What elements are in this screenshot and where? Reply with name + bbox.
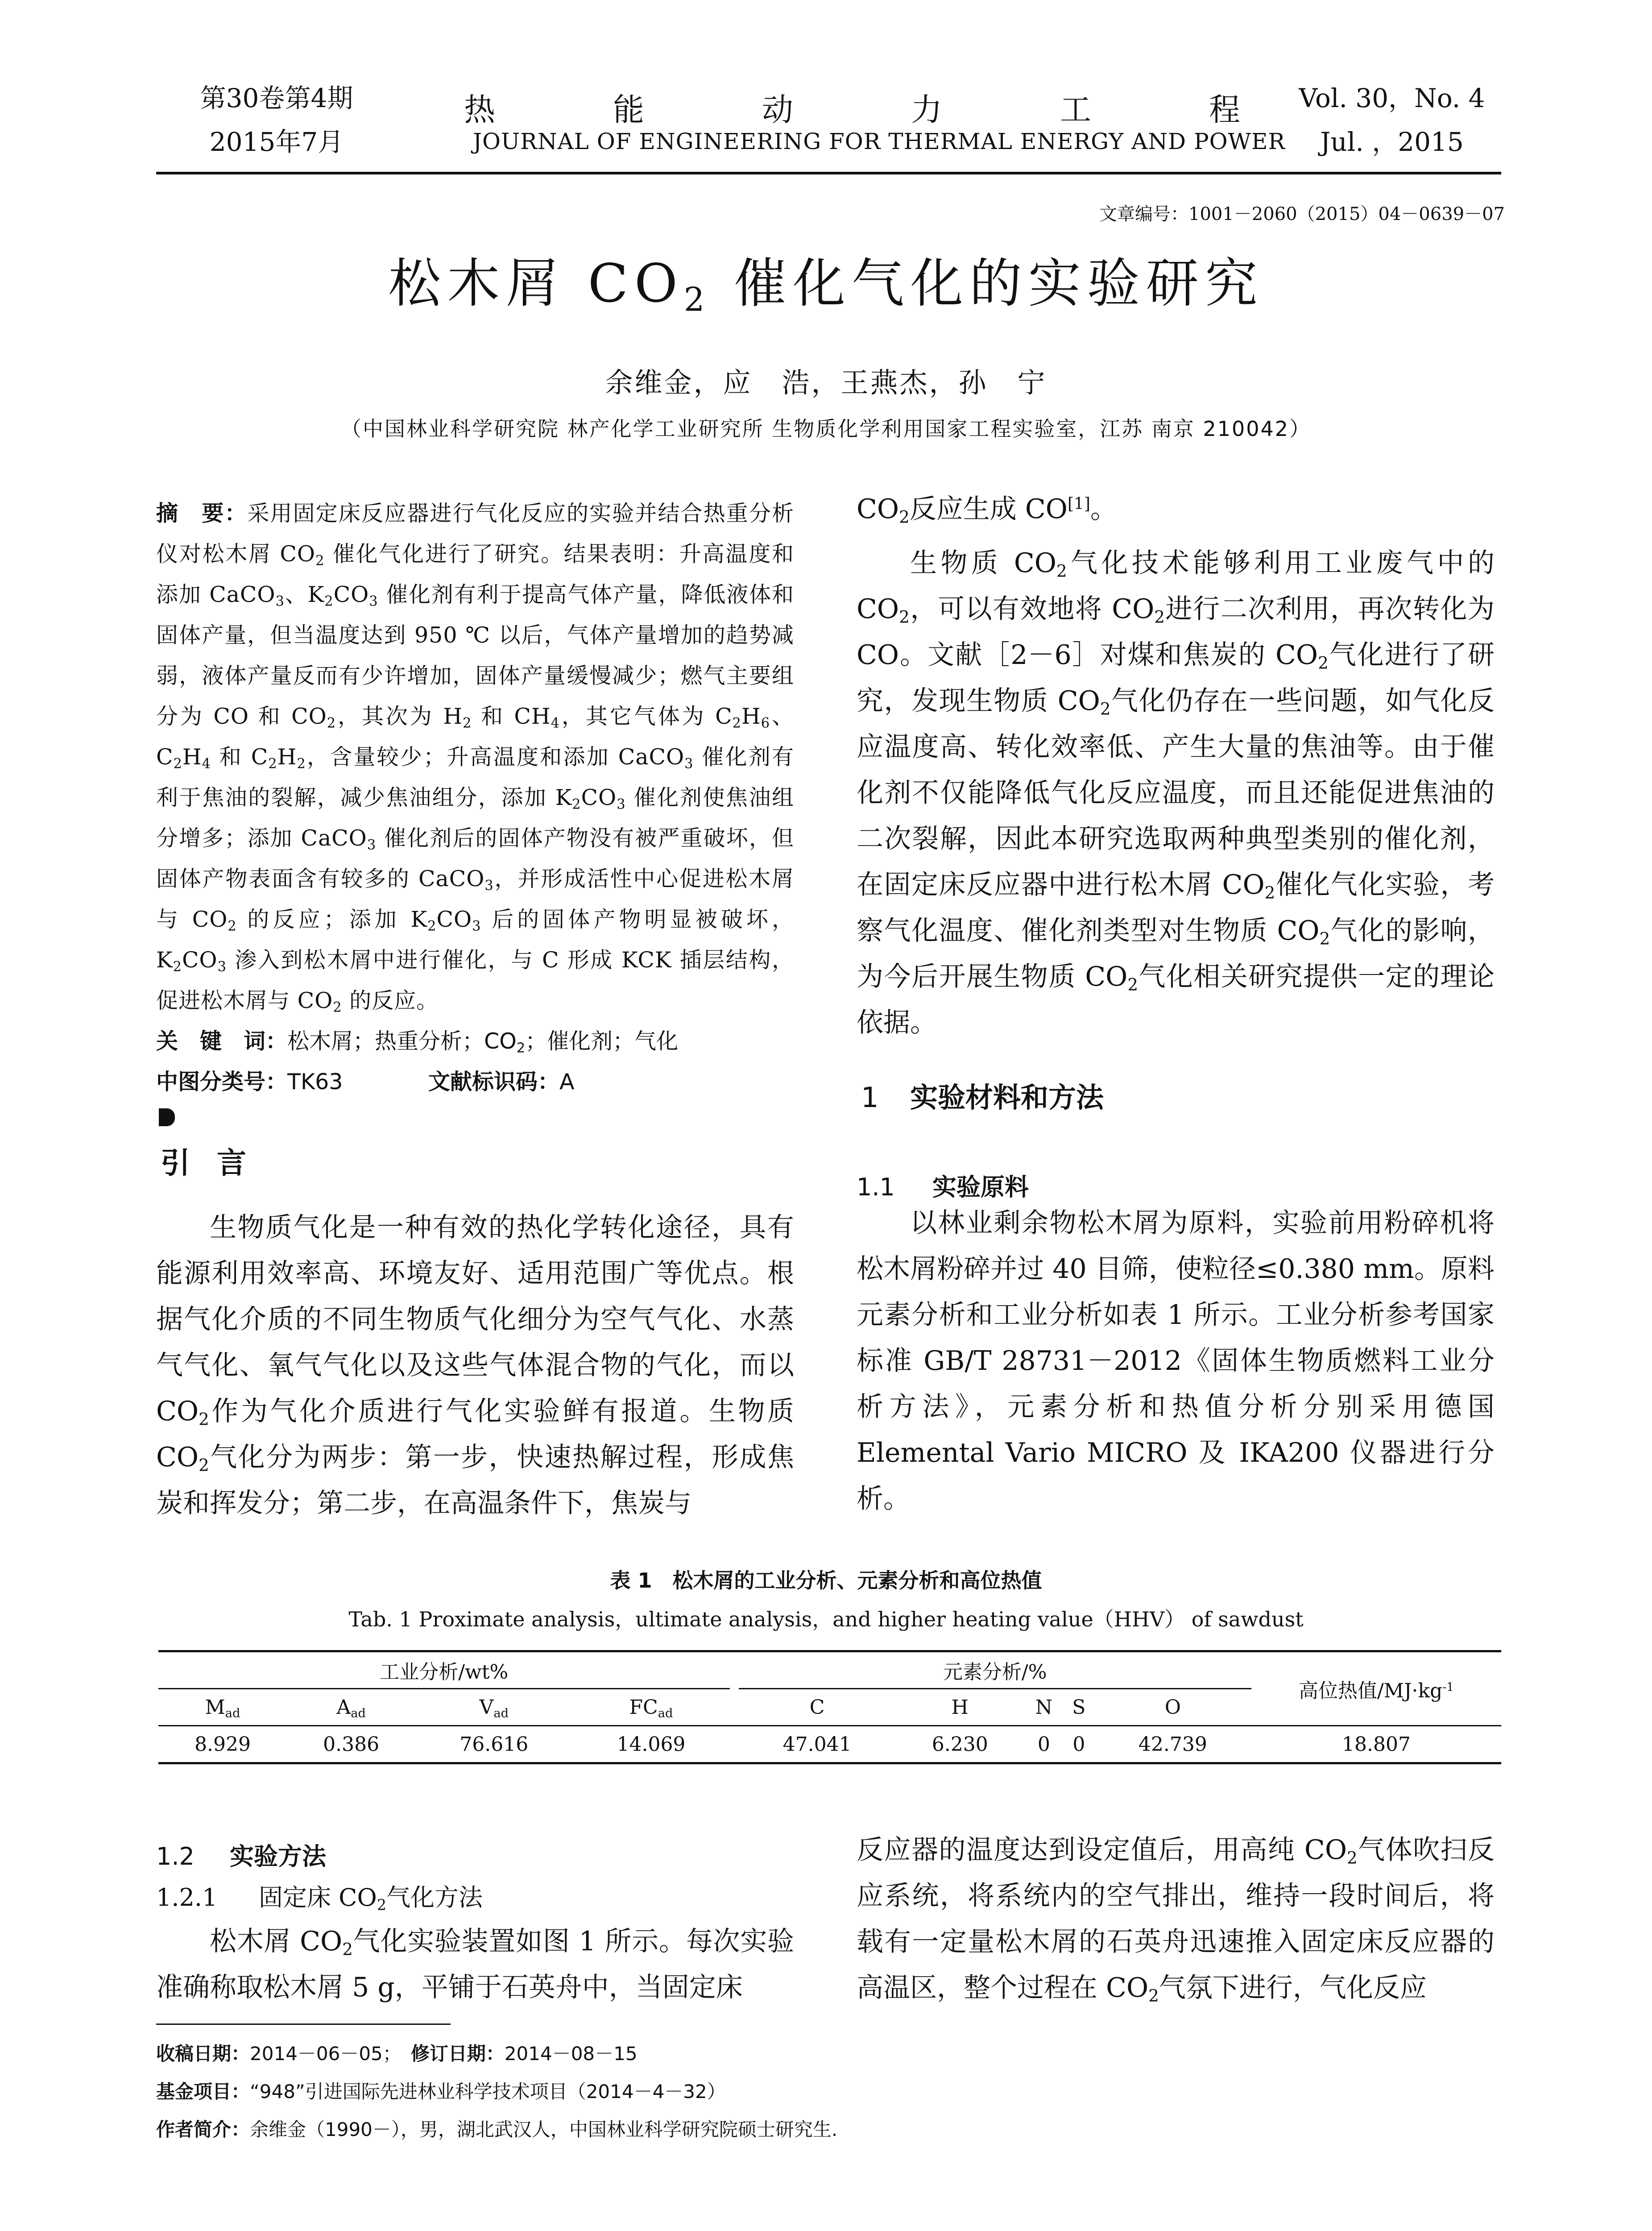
abstract-text: 采用固定床反应器进行气化反应的实验并结合热重分析仪对松木屑 $CO_2$ 催化气化进行了研究。结果表明：升高温度和添加 CaCO$_3$、$K_2CO_3$ 催化剂有利于提高气体产量，降低液体和固体产量，但当温度达到 950 ℃ 以后，气体产量增加的趋势减弱，液体产量反而有少许增加，固体产量缓慢减少；燃气主要组分为 CO 和 $CO_2$，其次为 $H_2$ 和 $CH_4$，其它气体为 $C_2H_6$、$C_2H_4$ 和 $C_2H_2$，含量较少；升高温度和添加 CaCO$_3$ 催化剂有利于焦油的裂解，减少焦油组分，添加 $K_2CO_3$ 催化剂使焦油组分增多；添加 CaCO$_3$ 催化剂后的固体产物没有被严重破坏，但固体产物表面含有较多的 CaCO$_3$，并形成活性中心促进松木屑与 $CO_2$ 的反应；添加 $K_2CO_3$ 后的固体产物明显被破坏，$K_2CO_3$ 渗入到松木屑中进行催化，与 C 形成 KCK 插层结构，促进松木屑与 $CO_2$ 的反应。	[156, 501, 795, 1016]
footnote-rule	[156, 2024, 451, 2025]
right-column	[857, 486, 1495, 1046]
section-1-1-heading: 1.1 实验原料	[857, 1173, 1029, 1201]
keywords-sub: 2	[516, 1040, 526, 1056]
table-header-row	[158, 1651, 1501, 1689]
date-en: Jul. ，2015	[1320, 127, 1464, 157]
table-cell: 18.807	[1251, 1726, 1501, 1763]
right-paragraph-1: 生物质 $CO_2$气化技术能够利用工业废气中的 $CO_2$，可以有效地将 $CO_2$进行二次利用，再次转化为 CO。文献［2－6］对煤和焦炭的 $CO_2$气化进行了研究，发现生物质 $CO_2$气化仍存在一些问题，如气化反应温度高、转化效率低、产生大量的焦油等。由于催化剂不仅能降低气化反应温度，而且还能促进焦油的二次裂解，因此本研究选取两种典型类别的催化剂，在固定床反应器中进行松木屑 $CO_2$催化气化实验，考察气化温度、催化剂类型对生物质 $CO_2$气化的影响，为今后开展生物质 $CO_2$气化相关研究提供一定的理论依据。	[857, 547, 1495, 1038]
right-paragraph-0: $CO_2$反应生成 CO[1]。	[857, 493, 1117, 527]
affiliation: （中国林业科学研究院 林产化学工业研究所 生物质化学利用国家工程实验室，江苏 南京 210042）	[340, 417, 1312, 441]
date-cn: 2015年7月	[209, 127, 344, 157]
footnote-author: 作者简介：余维金（1990－），男，湖北武汉人，中国林业科学研究院硕士研究生.	[156, 2119, 838, 2140]
table-cell: 0	[1064, 1726, 1094, 1763]
table-col-header: $M_{ad}$	[205, 1696, 240, 1721]
table-col-header: $FC_{ad}$	[629, 1696, 673, 1721]
footnote-dates: 收稿日期：2014－06－05； 修订日期：2014－08－15	[156, 2043, 638, 2065]
table-col-header: O	[1164, 1696, 1181, 1719]
doc-code-value: A	[559, 1069, 575, 1095]
clc-value: TK63	[287, 1069, 343, 1095]
table-row	[158, 1726, 1501, 1763]
table-cell: 0	[1024, 1726, 1064, 1763]
section-1-2-1-heading: 1.2.1 固定床 $CO_2$气化方法	[156, 1883, 483, 1914]
method-body-right	[857, 1827, 1495, 2011]
section-1-2-heading: 1.2 实验方法	[156, 1842, 326, 1870]
keywords-label: 关 键 词：	[156, 1028, 288, 1054]
keywords-text: 松木屑；热重分析；CO	[287, 1028, 517, 1054]
paper-title: 松木屑 $CO_2$ 催化气化的实验研究	[388, 253, 1264, 319]
doc-code-label: 文献标识码：	[428, 1069, 560, 1095]
table-cell: 47.041	[739, 1726, 896, 1763]
journal-title-en: JOURNAL OF ENGINEERING FOR THERMAL ENERGY AND POWER	[473, 129, 1286, 154]
volume-issue-en: Vol. 30，No. 4	[1299, 83, 1485, 113]
intro-body	[156, 1205, 794, 1526]
journal-title-cn: 热能动力工程	[464, 91, 1240, 128]
materials-body	[857, 1200, 1495, 1522]
table-cell: 6.230	[896, 1726, 1024, 1763]
header-rule	[156, 172, 1501, 174]
keywords	[156, 1024, 794, 1055]
intro-paragraph: 生物质气化是一种有效的热化学转化途径，具有能源利用效率高、环境友好、适用范围广等优点。根据气化介质的不同生物质气化细分为空气气化、水蒸气气化、氧气气化以及这些气体混合物的气化，而以 $CO_2$作为气化介质进行气化实验鲜有报道。生物质 $CO_2$气化分为两步：第一步，快速热解过程，形成焦炭和挥发分；第二步，在高温条件下，焦炭与	[156, 1212, 794, 1519]
table-group-proximate: 工业分析/wt%	[158, 1651, 730, 1689]
table-cell: 76.616	[415, 1726, 572, 1763]
table-col-header: H	[951, 1696, 969, 1719]
abstract	[156, 493, 794, 1021]
table-col-header: $A_{ad}$	[336, 1696, 366, 1721]
footnote-fund: 基金项目：“948”引进国际先进林业科学技术项目（2014－4－32）	[156, 2081, 726, 2102]
authors: 余维金，应 浩，王燕杰，孙 宁	[605, 366, 1047, 399]
table-caption-en: Tab. 1 Proximate analysis，ultimate analysis，and higher heating value（HHV） of sawdust	[348, 1607, 1304, 1631]
clc-label: 中图分类号：	[156, 1069, 288, 1095]
abstract-label: 摘 要：	[156, 501, 248, 526]
table-cell: 14.069	[572, 1726, 729, 1763]
data-table	[158, 1650, 1501, 1764]
table-caption-cn: 表 1 松木屑的工业分析、元素分析和高位热值	[610, 1568, 1042, 1592]
volume-issue-cn: 第30卷第4期	[200, 83, 353, 113]
materials-paragraph: 以林业剩余物松木屑为原料，实验前用粉碎机将松木屑粉碎并过 40 目筛，使粒径≤0.380 mm。原料元素分析和工业分析如表 1 所示。工业分析参考国家标准 GB/T 28731－2012《固体生物质燃料工业分析方法》，元素分析和热值分析分别采用德国 Elemental Vario MICRO 及 IKA200 仪器进行分析。	[857, 1207, 1495, 1514]
intro-heading: 引言	[161, 1146, 273, 1180]
table-cell: 8.929	[158, 1726, 287, 1763]
section-marker	[159, 1108, 175, 1126]
section-1-heading: 1 实验材料和方法	[861, 1081, 1104, 1114]
method-paragraph-left: 松木屑 $CO_2$气化实验装置如图 1 所示。每次实验准确称取松木屑 5 g，平铺于石英舟中，当固定床	[156, 1926, 794, 2003]
table-col-header: N	[1035, 1696, 1053, 1719]
article-id: 文章编号：1001－2060（2015）04－0639－07	[1099, 204, 1505, 224]
table-cell: 0.386	[287, 1726, 415, 1763]
table-group-ultimate: 元素分析/%	[739, 1651, 1251, 1689]
classification	[156, 1065, 794, 1096]
table-col-header: C	[809, 1696, 825, 1719]
table-hhv-header: 高位热值$/MJ\cdot kg^{-1}$	[1251, 1651, 1501, 1726]
keywords-text-end: ；催化剂；气化	[525, 1028, 679, 1054]
table-cell: 42.739	[1094, 1726, 1251, 1763]
method-body-left	[156, 1919, 794, 2011]
table-col-header: S	[1072, 1696, 1086, 1719]
method-paragraph-right: 反应器的温度达到设定值后，用高纯 $CO_2$气体吹扫反应系统，将系统内的空气排出，维持一段时间后，将载有一定量松木屑的石英舟迅速推入固定床反应器的高温区，整个过程在 $CO_2$气氛下进行，气化反应	[857, 1834, 1495, 2006]
table-col-header: $V_{ad}$	[479, 1696, 509, 1721]
